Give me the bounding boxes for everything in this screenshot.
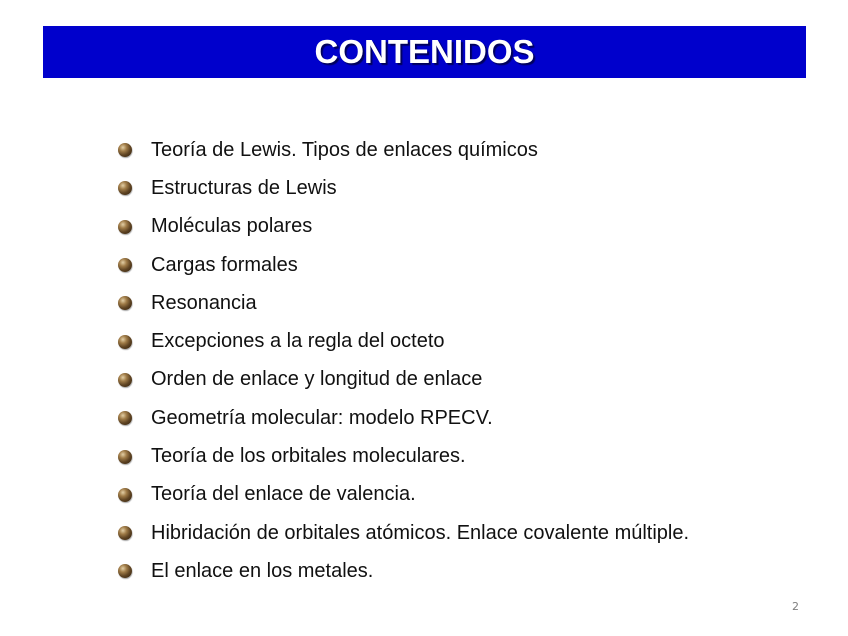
list-item [118, 208, 689, 246]
list-item [118, 437, 689, 475]
list-item [118, 399, 689, 437]
slide-title: CONTENIDOS [314, 33, 535, 70]
sphere-bullet-icon [118, 220, 132, 234]
sphere-bullet-icon [118, 296, 132, 310]
list-item-label: Hibridación de orbitales atómicos. Enlace covalente múltiple. [151, 521, 690, 544]
list-item [118, 246, 689, 284]
sphere-bullet-icon [118, 373, 132, 387]
list-item-label: Geometría molecular: modelo RPECV. [151, 406, 493, 429]
sphere-bullet-icon [118, 411, 132, 425]
sphere-bullet-icon [118, 181, 132, 195]
contents-list [118, 131, 689, 591]
list-item-label: Resonancia [151, 291, 257, 314]
list-item-label: Teoría del enlace de valencia. [151, 483, 416, 506]
sphere-bullet-icon [118, 564, 132, 578]
list-item-label: Estructuras de Lewis [151, 176, 337, 199]
list-item [118, 514, 689, 552]
list-item-label: Orden de enlace y longitud de enlace [151, 368, 483, 391]
list-item [118, 284, 689, 322]
list-item [118, 322, 689, 360]
list-item-label: Excepciones a la regla del octeto [151, 330, 445, 353]
list-item-label: Moléculas polares [151, 215, 313, 238]
sphere-bullet-icon [118, 143, 132, 157]
sphere-bullet-icon [118, 488, 132, 502]
list-item-label: Teoría de los orbitales moleculares. [151, 445, 466, 468]
list-item [118, 131, 689, 169]
list-item [118, 361, 689, 399]
list-item [118, 552, 689, 590]
list-item [118, 476, 689, 514]
list-item-label: El enlace en los metales. [151, 559, 374, 582]
sphere-bullet-icon [118, 450, 132, 464]
title-bar [43, 26, 806, 78]
page-number: 2 [792, 600, 799, 613]
list-item [118, 169, 689, 207]
sphere-bullet-icon [118, 526, 132, 540]
list-item-label: Teoría de Lewis. Tipos de enlaces químicos [151, 138, 538, 161]
sphere-bullet-icon [118, 258, 132, 272]
sphere-bullet-icon [118, 335, 132, 349]
list-item-label: Cargas formales [151, 253, 298, 276]
